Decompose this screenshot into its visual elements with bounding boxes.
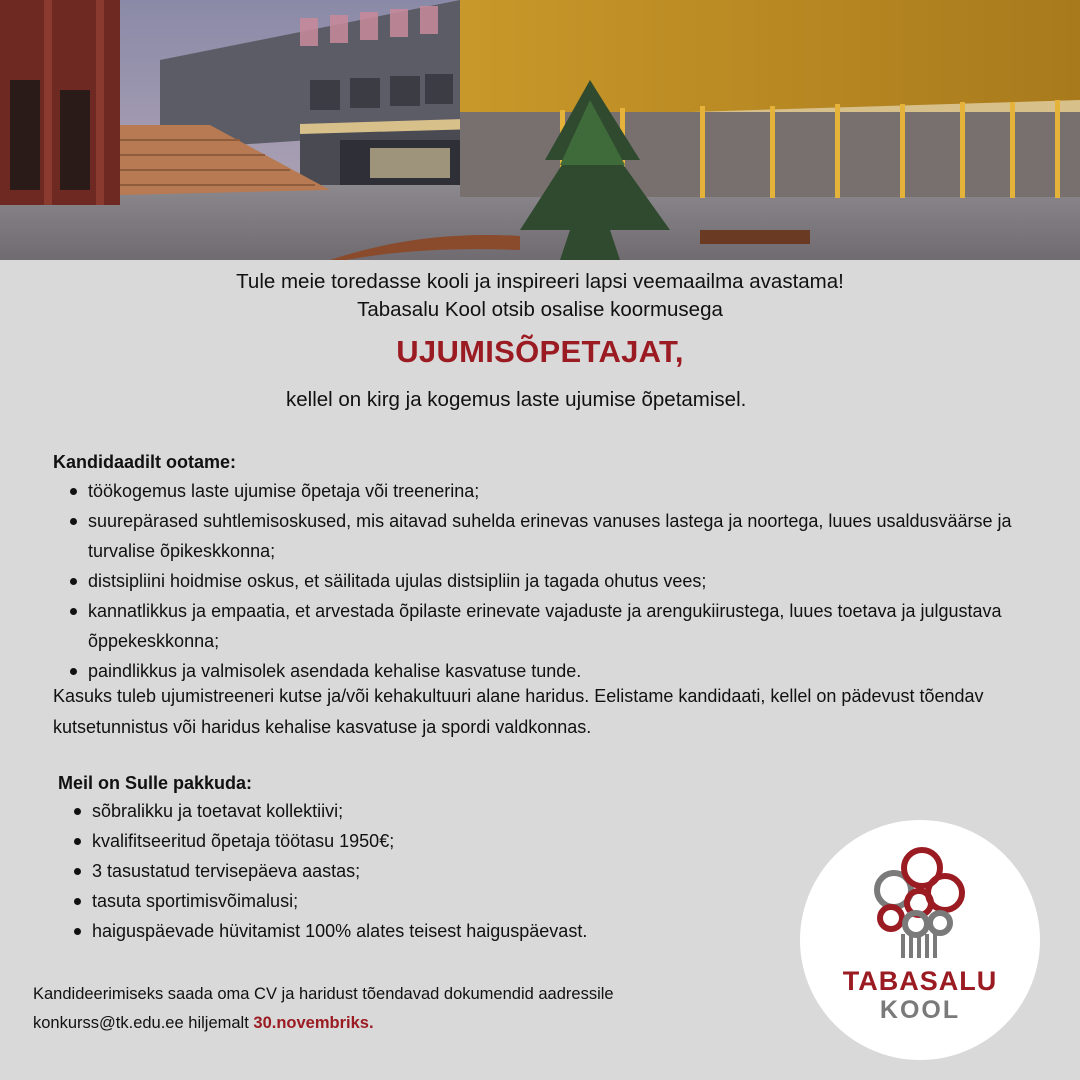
intro-line-1: Tule meie toredasse kooli ja inspireeri lapsi veemaailma avastama! [236,270,844,293]
contact-line-2 [33,1009,614,1038]
list-item: distsipliini hoidmise oskus, et säilitada ujulas distsipliin ja tagada ohutus vees; [54,566,1044,596]
list-item: haiguspäevade hüvitamist 100% alates teisest haiguspäevast. [58,916,778,946]
requirements-note: Kasuks tuleb ujumistreeneri kutse ja/või kehakultuuri alane haridus. Eelistame kandidaati, kellel on pädevust tõendav kutsetunnistus või haridus kehalise kasvatuse ja spordi valdkonnas. [53,686,984,737]
offer-title: Meil on Sulle pakkuda: [58,773,253,793]
list-item: suurepärased suhtlemisoskused, mis aitavad suhelda erinevas vanuses lastega ja noortega, luues usaldusväärse ja turvalise õpikeskkonna; [54,506,1044,566]
intro-line-2: Tabasalu Kool otsib osalise koormusega [357,298,723,321]
requirements-list [54,476,1044,686]
school-logo [800,820,1040,1060]
logo-text-tabasalu: TABASALU [842,966,998,996]
requirements-title: Kandidaadilt ootame: [53,452,237,472]
list-item: 3 tasustatud tervisepäeva aastas; [58,856,778,886]
list-item: kvalifitseeritud õpetaja töötasu 1950€; [58,826,778,856]
contact-info [33,980,614,1038]
deadline-date: 30.novembriks. [253,1014,374,1032]
contact-email-link[interactable]: konkurss@tk.edu.ee [33,1014,184,1032]
list-item: paindlikkus ja valmisolek asendada kehalise kasvatuse tunde. [54,656,1044,686]
position-title: UJUMISÕPETAJAT, [396,334,684,369]
list-item: töökogemus laste ujumise õpetaja või treenerina; [54,476,1044,506]
contact-line-1: Kandideerimiseks saada oma CV ja haridust tõendavad dokumendid aadressile [33,985,614,1003]
intro-text [0,268,1080,324]
offer-list [58,796,778,946]
school-building-photo [0,0,1080,260]
list-item: tasuta sportimisvõimalusi; [58,886,778,916]
list-item: kannatlikkus ja empaatia, et arvestada õpilaste erinevate vajaduste ja arengukiirustega, luues toetava ja julgustava õppekeskkonna; [54,596,1044,656]
position-subtitle: kellel on kirg ja kogemus laste ujumise õpetamisel. [286,388,747,411]
logo-text-kool: KOOL [879,996,961,1024]
contact-middle-text: hiljemalt [188,1014,249,1032]
list-item: sõbralikku ja toetavat kollektiivi; [58,796,778,826]
